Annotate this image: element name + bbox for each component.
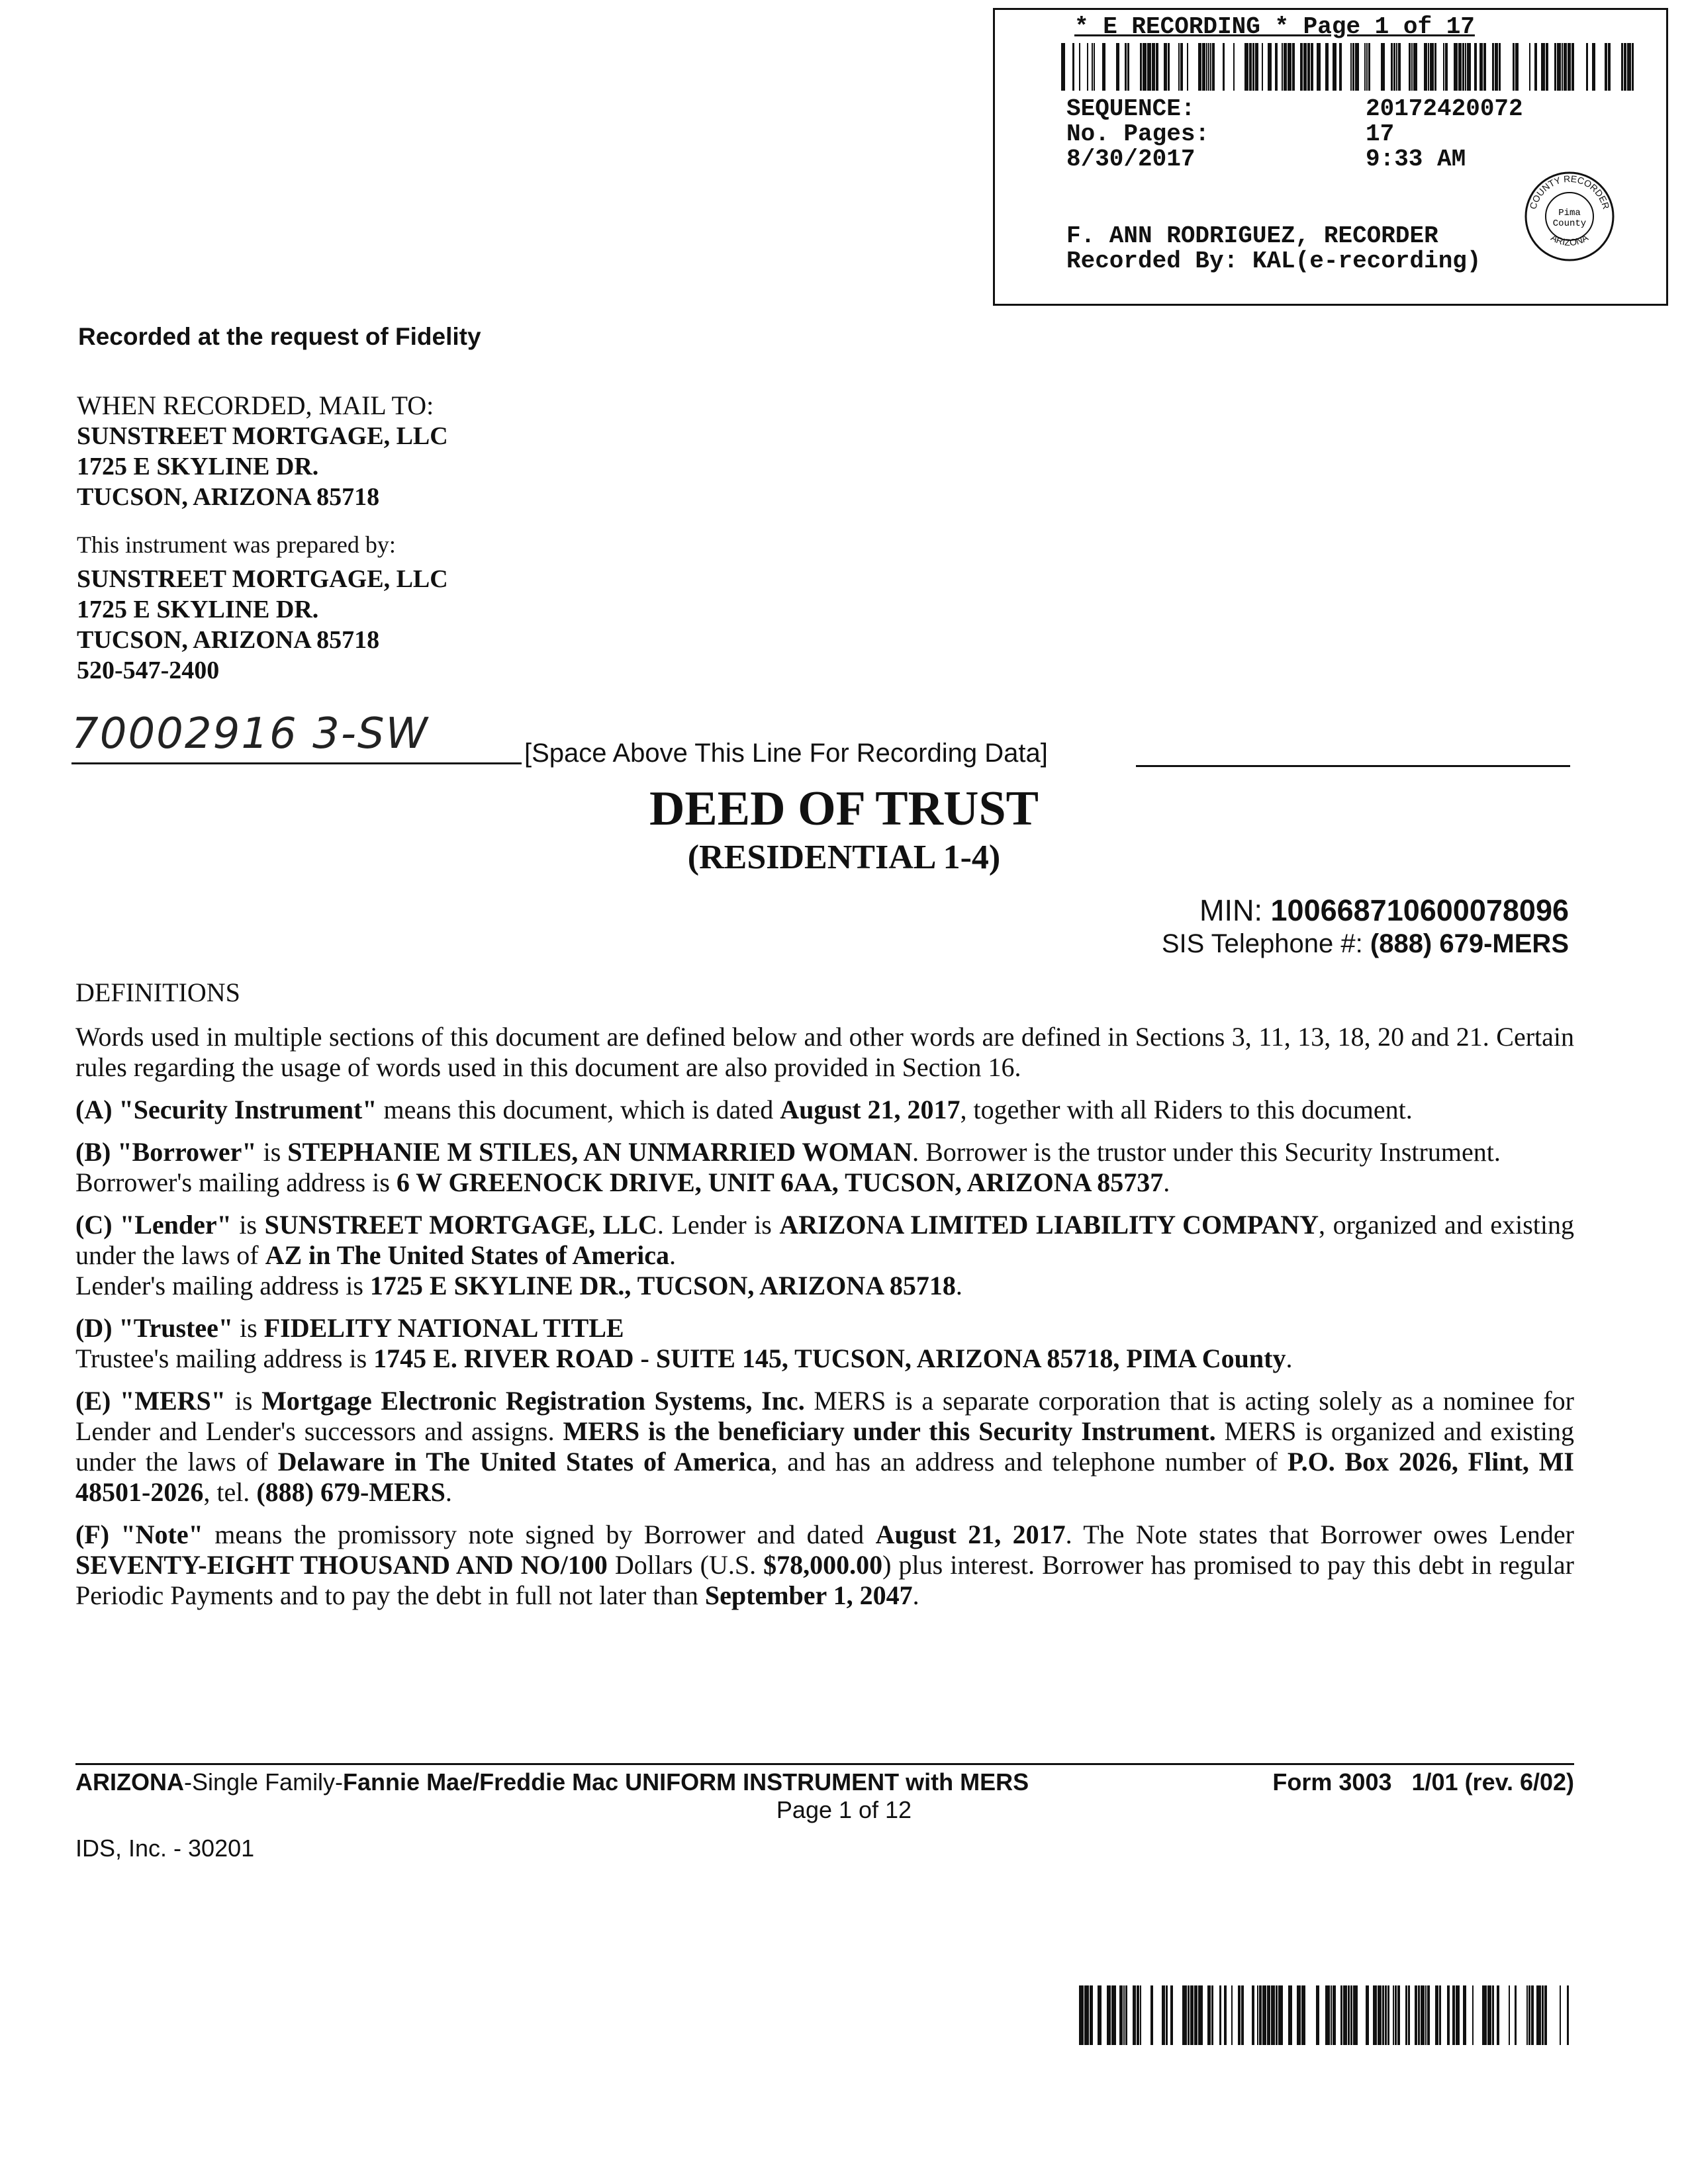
prepared-by-label: This instrument was prepared by: bbox=[77, 531, 396, 558]
mail-to-line: SUNSTREET MORTGAGE, LLC bbox=[77, 422, 448, 450]
prepared-by-line: 1725 E SKYLINE DR. bbox=[77, 596, 319, 623]
term-c: (C) "Lender" bbox=[75, 1210, 232, 1240]
mail-to-label: WHEN RECORDED, MAIL TO: bbox=[77, 390, 434, 420]
pages-label: No. Pages: bbox=[1066, 120, 1210, 148]
footer-mid: -Single Family- bbox=[184, 1768, 344, 1796]
text: Borrower's mailing address is bbox=[75, 1167, 397, 1197]
text: Trustee's mailing address is bbox=[75, 1343, 374, 1373]
sequence-label: SEQUENCE: bbox=[1066, 95, 1196, 122]
text: Dollars (U.S. bbox=[607, 1550, 764, 1580]
pages-value: 17 bbox=[1366, 120, 1395, 148]
text: ) plus interest. Borrower has promised to pay this debt in regular Periodic Payments and to pay the debt in full not later than bbox=[75, 1550, 1574, 1610]
mers-tel: (888) 679-MERS bbox=[256, 1477, 445, 1507]
handwritten-underline bbox=[71, 762, 522, 764]
text: is bbox=[231, 1210, 265, 1240]
stamp-header: * E RECORDING * Page 1 of 17 bbox=[1074, 13, 1475, 40]
borrower-name: STEPHANIE M STILES, AN UNMARRIED WOMAN bbox=[287, 1137, 913, 1167]
svg-text:COUNTY RECORDER: COUNTY RECORDER bbox=[1527, 173, 1612, 210]
lender-entity: ARIZONA LIMITED LIABILITY COMPANY bbox=[779, 1210, 1319, 1240]
footer-rule bbox=[75, 1763, 1574, 1765]
recorder-name: F. ANN RODRIGUEZ, RECORDER bbox=[1066, 222, 1438, 250]
lender-name: SUNSTREET MORTGAGE, LLC bbox=[264, 1210, 657, 1240]
term-a: (A) "Security Instrument" bbox=[75, 1095, 377, 1124]
lender-law: AZ in The United States of America bbox=[265, 1240, 669, 1270]
text: MERS is a separate corporation that is acting solely as a nominee for Lender and Lender's successors and assigns. bbox=[75, 1386, 1575, 1446]
definitions-heading: DEFINITIONS bbox=[75, 978, 240, 1007]
document-subtitle: (RESIDENTIAL 1-4) bbox=[687, 839, 1001, 876]
date-a: August 21, 2017 bbox=[780, 1095, 961, 1124]
note-date: August 21, 2017 bbox=[875, 1520, 1066, 1549]
recorded-request: Recorded at the request of Fidelity bbox=[78, 323, 481, 350]
svg-text:ARIZONA: ARIZONA bbox=[1549, 232, 1590, 248]
text: . bbox=[912, 1580, 919, 1610]
text: , and has an address and telephone number of bbox=[771, 1447, 1288, 1477]
document-barcode bbox=[1079, 1985, 1569, 2045]
intro-paragraph: Words used in multiple sections of this document are defined below and other words are defined in Sections 3, 11, 13, 18, 20 and 21. Certain rules regarding the usage of words used in this document are also provided in Section 16. bbox=[75, 1022, 1574, 1082]
footer-page-number: Page 1 of 12 bbox=[776, 1796, 912, 1823]
min-label: MIN: bbox=[1199, 893, 1271, 927]
mail-to-block bbox=[77, 390, 448, 512]
record-time: 9:33 AM bbox=[1366, 146, 1466, 173]
section-f bbox=[75, 1520, 1574, 1611]
record-date: 8/30/2017 bbox=[1066, 146, 1196, 173]
trustee-name: FIDELITY NATIONAL TITLE bbox=[263, 1313, 624, 1343]
text: . bbox=[669, 1240, 676, 1270]
text: is bbox=[233, 1313, 264, 1343]
mail-to-line: TUCSON, ARIZONA 85718 bbox=[77, 483, 380, 511]
svg-text:County: County bbox=[1552, 218, 1587, 229]
min-line bbox=[1199, 893, 1569, 928]
lender-address: 1725 E SKYLINE DR., TUCSON, ARIZONA 85718 bbox=[369, 1271, 956, 1300]
section-c bbox=[75, 1210, 1574, 1301]
amount-words: SEVENTY-EIGHT THOUSAND AND NO/100 bbox=[75, 1550, 608, 1580]
sequence-value: 20172420072 bbox=[1366, 95, 1523, 122]
text: . Lender is bbox=[657, 1210, 780, 1240]
term-d: (D) "Trustee" bbox=[75, 1313, 234, 1343]
text: . Borrower is the trustor under this Security Instrument. bbox=[912, 1137, 1501, 1167]
text: . bbox=[1286, 1343, 1293, 1373]
prepared-by-line: 520-547-2400 bbox=[77, 657, 220, 684]
term-e: (E) "MERS" bbox=[75, 1386, 226, 1416]
text: . bbox=[955, 1271, 962, 1300]
svg-text:Pima: Pima bbox=[1558, 208, 1581, 218]
mail-to-line: 1725 E SKYLINE DR. bbox=[77, 453, 319, 480]
maturity-date: September 1, 2047 bbox=[704, 1580, 913, 1610]
mers-law: Delaware in The United States of America bbox=[277, 1447, 771, 1477]
prepared-by-line: SUNSTREET MORTGAGE, LLC bbox=[77, 565, 448, 593]
mers-address: P.O. Box 2026, Flint, MI 48501-2026 bbox=[75, 1447, 1574, 1507]
space-above-label: [Space Above This Line For Recording Data] bbox=[524, 739, 1048, 768]
text: Lender's mailing address is bbox=[75, 1271, 370, 1300]
footer-fannie: Fannie Mae/Freddie Mac UNIFORM INSTRUMENT with MERS bbox=[343, 1768, 1029, 1796]
text: , organized and existing under the laws of bbox=[75, 1210, 1574, 1270]
text: , together with all Riders to this document. bbox=[960, 1095, 1413, 1124]
mers-beneficiary: MERS is the beneficiary under this Security Instrument. bbox=[563, 1416, 1216, 1446]
county-seal-icon bbox=[1523, 170, 1616, 263]
text: . bbox=[445, 1477, 452, 1507]
definitions-body bbox=[75, 1022, 1574, 1611]
footer-state: ARIZONA bbox=[75, 1768, 184, 1796]
section-b bbox=[75, 1137, 1574, 1198]
min-value: 100668710600078096 bbox=[1270, 893, 1569, 927]
text: means the promissory note signed by Borrower and dated bbox=[203, 1520, 876, 1549]
text: means this document, which is dated bbox=[377, 1095, 780, 1124]
prepared-by-line: TUCSON, ARIZONA 85718 bbox=[77, 626, 380, 654]
text: , tel. bbox=[203, 1477, 257, 1507]
document-title: DEED OF TRUST bbox=[649, 782, 1039, 836]
mers-name: Mortgage Electronic Registration Systems, Inc. bbox=[261, 1386, 805, 1416]
term-f: (F) "Note" bbox=[75, 1520, 203, 1549]
sis-line bbox=[1162, 929, 1569, 959]
text: . The Note states that Borrower owes Lender bbox=[1065, 1520, 1574, 1549]
space-above-line bbox=[1136, 765, 1570, 767]
text: . bbox=[1163, 1167, 1170, 1197]
footer-ids: IDS, Inc. - 30201 bbox=[75, 1835, 255, 1862]
recorded-by: Recorded By: KAL(e-recording) bbox=[1066, 248, 1481, 275]
section-e bbox=[75, 1386, 1574, 1508]
text: is bbox=[256, 1137, 288, 1167]
footer-form-title bbox=[75, 1768, 1029, 1796]
sis-value: (888) 679-MERS bbox=[1370, 929, 1569, 958]
sis-label: SIS Telephone #: bbox=[1161, 929, 1370, 958]
trustee-address: 1745 E. RIVER ROAD - SUITE 145, TUCSON, ARIZONA 85718, PIMA County bbox=[373, 1343, 1286, 1373]
text: is bbox=[226, 1386, 262, 1416]
prepared-by-block bbox=[77, 529, 448, 686]
term-b: (B) "Borrower" bbox=[75, 1137, 257, 1167]
footer-form-number: Form 3003 1/01 (rev. 6/02) bbox=[1272, 1768, 1574, 1796]
recording-stamp bbox=[993, 8, 1668, 306]
amount: $78,000.00 bbox=[763, 1550, 883, 1580]
borrower-address: 6 W GREENOCK DRIVE, UNIT 6AA, TUCSON, ARIZONA 85737 bbox=[396, 1167, 1164, 1197]
text: MERS is organized and existing under the laws of bbox=[75, 1416, 1575, 1477]
section-d bbox=[75, 1313, 1574, 1374]
handwritten-note: 70002916 3-SW bbox=[71, 709, 429, 758]
stamp-barcode bbox=[1061, 43, 1637, 91]
section-a bbox=[75, 1095, 1574, 1125]
